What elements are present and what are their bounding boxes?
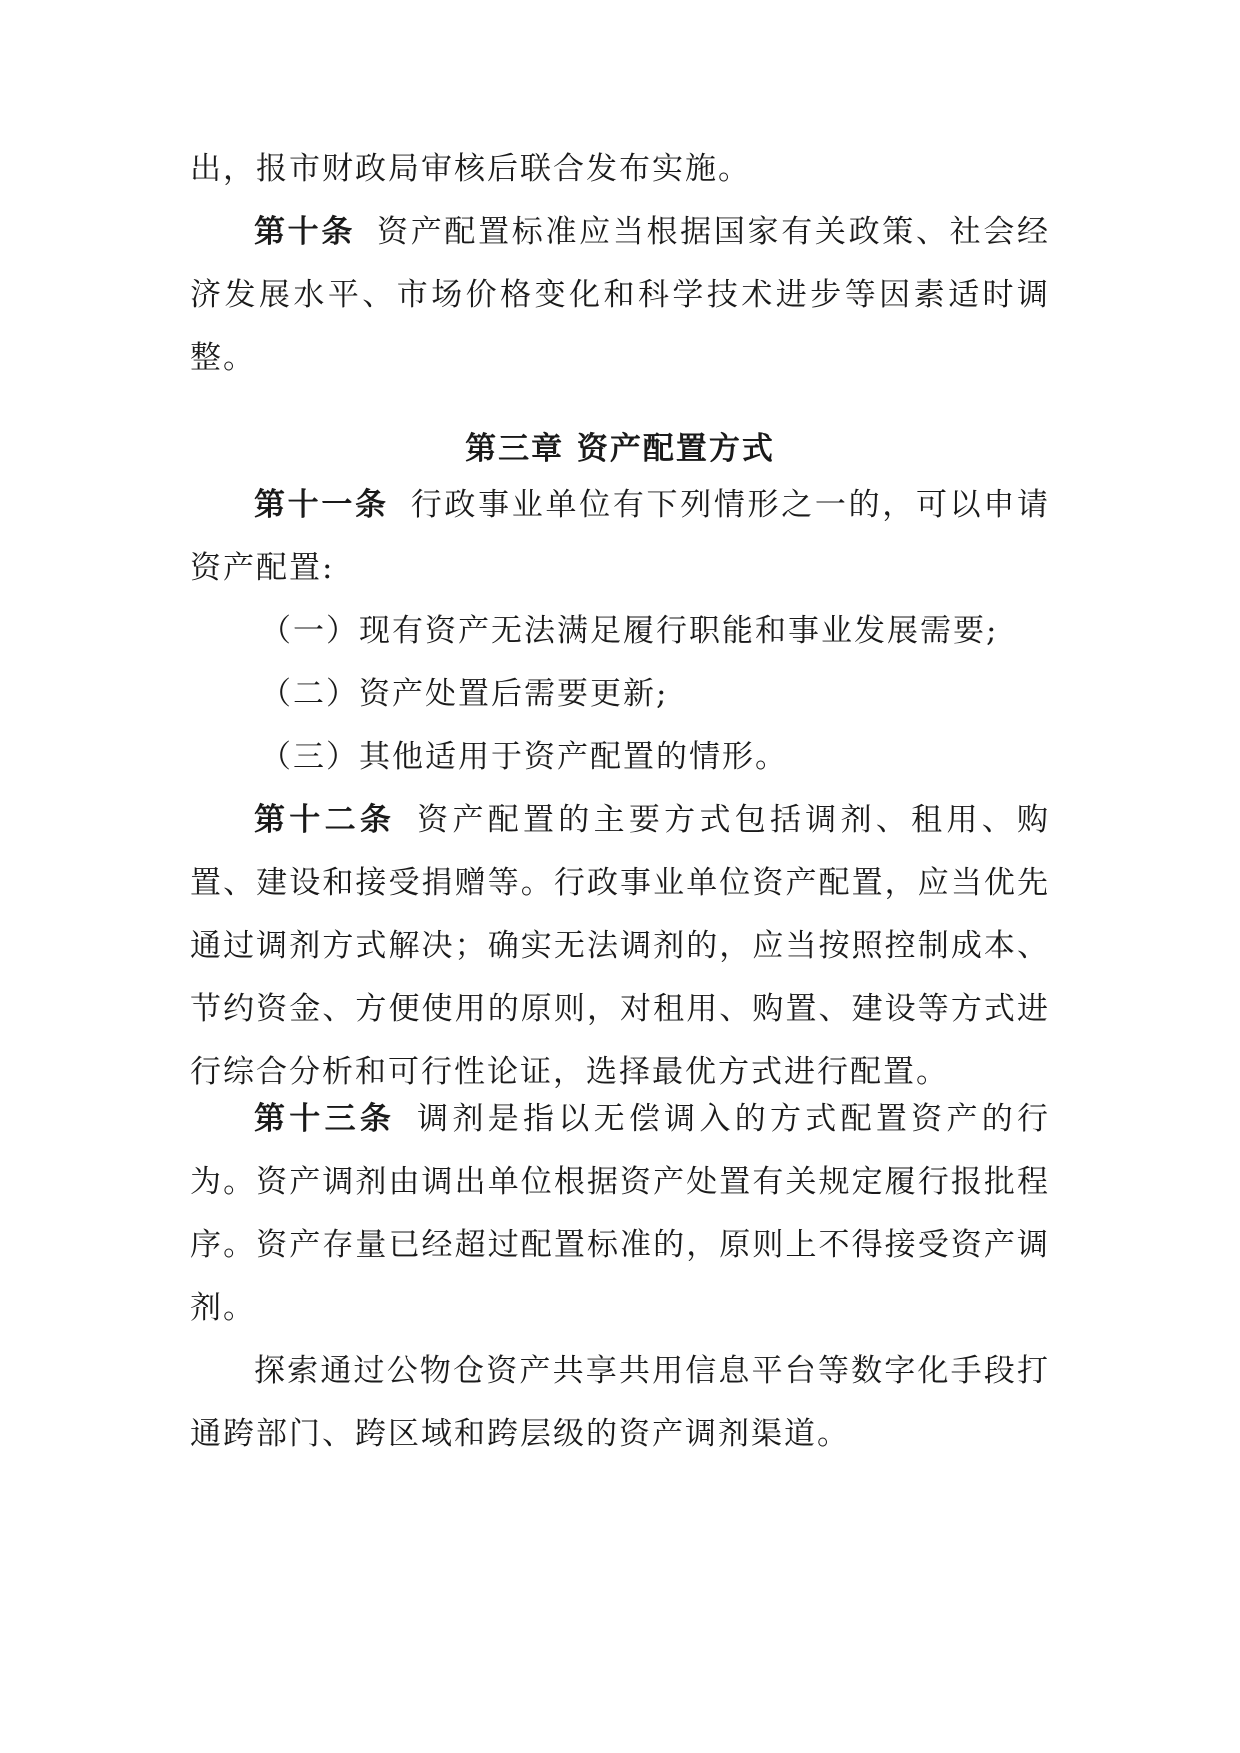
chapter-section: [190, 418, 1050, 481]
article-13-text: 调剂是指以无偿调入的方式配置资产的行为。资产调剂由调出单位根据资产处置有关规定履行报批程序。资产存量已经超过配置标准的，原则上不得接受资产调剂。: [190, 1101, 1051, 1326]
continuation-paragraph: 出，报市财政局审核后联合发布实施。: [190, 151, 751, 187]
article-10-number: 第十条: [254, 214, 356, 250]
article-13: [190, 1088, 1050, 1340]
article-13-extra: 探索通过公物仓资产共享共用信息平台等数字化手段打通跨部门、跨区域和跨层级的资产调剂渠道。: [190, 1353, 1050, 1452]
article-12-number: 第十二条: [254, 802, 396, 838]
middle-section: [190, 474, 1050, 1104]
article-11-item-1: （一）现有资产无法满足履行职能和事业发展需要;: [260, 613, 999, 649]
top-section: [190, 138, 1050, 390]
article-10: [190, 201, 1050, 390]
bottom-section: [190, 1088, 1050, 1466]
article-12-text: 资产配置的主要方式包括调剂、租用、购置、建设和接受捐赠等。行政事业单位资产配置，应当优先通过调剂方式解决；确实无法调剂的，应当按照控制成本、节约资金、方便使用的原则，对租用、购置、建设等方式进行综合分析和可行性论证，选择最优方式进行配置。: [190, 802, 1051, 1090]
article-11-item-3: （三）其他适用于资产配置的情形。: [260, 739, 788, 775]
article-11-item-2: （二）资产处置后需要更新;: [260, 676, 669, 712]
article-10-text: 资产配置标准应当根据国家有关政策、社会经济发展水平、市场价格变化和科学技术进步等因素适时调整。: [190, 214, 1050, 376]
article-13-number: 第十三条: [254, 1101, 396, 1137]
article-11-number: 第十一条: [254, 487, 389, 523]
chapter-title: 第三章 资产配置方式: [465, 431, 775, 467]
article-12: [190, 789, 1050, 1104]
article-11-text: 行政事业单位有下列情形之一的，可以申请资产配置:: [190, 487, 1051, 586]
article-11: [190, 474, 1050, 600]
